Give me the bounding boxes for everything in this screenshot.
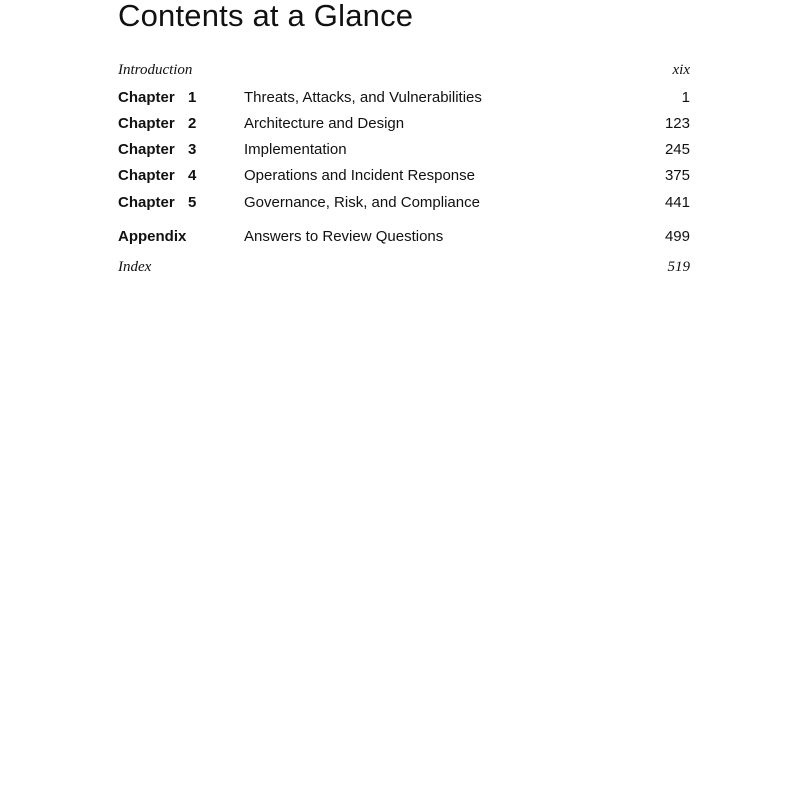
chapter-number: 1 <box>188 89 197 106</box>
toc-entry-introduction[interactable] <box>118 60 690 80</box>
chapter-number: 2 <box>188 115 197 132</box>
toc-entry-chapter-3[interactable] <box>118 140 690 160</box>
toc-entry-chapter-2[interactable] <box>118 114 690 134</box>
toc-entry-appendix[interactable] <box>118 227 690 247</box>
toc-entry-page: 519 <box>667 259 690 275</box>
chapter-page: 1 <box>681 89 690 106</box>
chapter-page: 123 <box>664 115 690 132</box>
chapter-label: Chapter <box>118 141 175 158</box>
toc-entry-chapter-4[interactable] <box>118 166 690 186</box>
chapter-page: 245 <box>664 141 690 158</box>
chapter-title: Threats, Attacks, and Vulnerabilities <box>244 89 482 106</box>
chapter-number: 4 <box>188 167 197 184</box>
chapter-label: Chapter <box>118 115 175 132</box>
toc-entry-page: xix <box>672 62 690 78</box>
chapter-label: Chapter <box>118 89 175 106</box>
chapter-title: Architecture and Design <box>244 115 405 132</box>
chapter-page: 441 <box>664 194 690 211</box>
chapter-number: 5 <box>188 194 197 211</box>
chapter-title: Operations and Incident Response <box>244 167 475 184</box>
appendix-label: Appendix <box>118 228 187 245</box>
toc-entry-label: Index <box>118 259 152 275</box>
chapter-number: 3 <box>188 141 197 158</box>
toc-entry-label: Introduction <box>118 62 193 78</box>
appendix-title: Answers to Review Questions <box>244 228 444 245</box>
toc-entry-chapter-1[interactable] <box>118 88 690 108</box>
chapter-label: Chapter <box>118 167 175 184</box>
chapter-label: Chapter <box>118 194 175 211</box>
chapter-page: 375 <box>664 167 690 184</box>
appendix-page: 499 <box>664 228 690 245</box>
toc-entry-chapter-5[interactable] <box>118 193 690 213</box>
toc-entry-index[interactable] <box>118 257 690 277</box>
chapter-title: Implementation <box>244 141 347 158</box>
page-title: Contents at a Glance <box>118 0 414 33</box>
chapter-title: Governance, Risk, and Compliance <box>244 194 480 211</box>
